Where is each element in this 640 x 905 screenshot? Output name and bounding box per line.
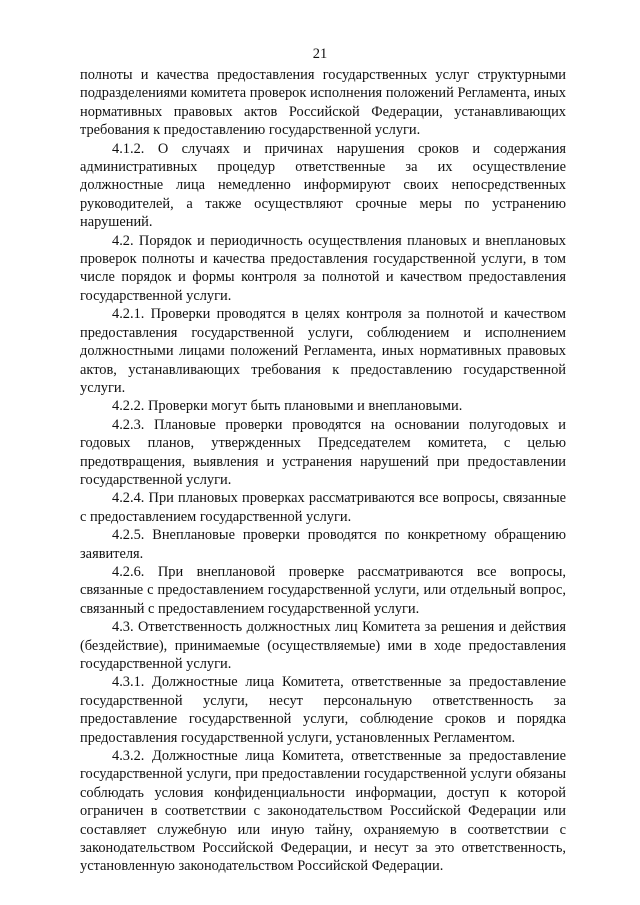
paragraph-4-2: 4.2. Порядок и периодичность осуществления плановых и внеплановых проверок полноты и качества предоставления государственной услуги, в том числе порядок и формы контроля за полнотой и качеством предоставления государственной услуги.	[80, 232, 566, 304]
paragraph-4-1-2: 4.1.2. О случаях и причинах нарушения сроков и содержания административных процедур ответственные за их осуществление должностные лица немедленно информируют своих непосредственных руководителей, а также осуществляют срочные меры по устранению нарушений.	[80, 140, 566, 231]
paragraph-4-2-5: 4.2.5. Внеплановые проверки проводятся по конкретному обращению заявителя.	[80, 527, 566, 562]
paragraph-4-2-4: 4.2.4. При плановых проверках рассматриваются все вопросы, связанные с предоставлением государственной услуги.	[80, 490, 566, 525]
paragraph-4-3-1: 4.3.1. Должностные лица Комитета, ответственные за предоставление государственной услуги, несут персональную ответственность за предоставление государственной услуги, соблюдение сроков и порядка предоставления государственной услуги, установленных Регламентом.	[80, 674, 566, 746]
document-body	[80, 66, 566, 876]
page-number: 21	[312, 46, 328, 62]
paragraph-4-2-3: 4.2.3. Плановые проверки проводятся на основании полугодовых и годовых планов, утвержденных Председателем комитета, с целью предотвращения, выявления и устранения нарушений при предоставлении государственной услуги.	[80, 416, 566, 488]
paragraph-continuation: полноты и качества предоставления государственных услуг структурными подразделениями комитета проверок исполнения положений Регламента, иных нормативных правовых актов Российской Федерации, устанавливающих требования к предоставлению государственной услуги.	[80, 67, 566, 139]
paragraph-4-2-6: 4.2.6. При внеплановой проверке рассматриваются все вопросы, связанные с предоставлением государственной услуги, или отдельный вопрос, связанный с предоставлением государственной услуги.	[80, 563, 566, 617]
paragraph-4-2-2: 4.2.2. Проверки могут быть плановыми и внеплановыми.	[112, 398, 463, 415]
paragraph-4-2-1: 4.2.1. Проверки проводятся в целях контроля за полнотой и качеством предоставления государственной услуги, соблюдением и исполнением должностными лицами положений Регламента, иных нормативных правовых актов, устанавливающих требования к предоставлению государственной услуги.	[80, 306, 566, 396]
paragraph-4-3: 4.3. Ответственность должностных лиц Комитета за решения и действия (бездействие), принимаемые (осуществляемые) ими в ходе предоставления государственной услуги.	[80, 619, 566, 672]
paragraph-4-3-2: 4.3.2. Должностные лица Комитета, ответственные за предоставление государственной услуги, при предоставлении государственной услуги обязаны соблюдать условия конфиденциальности информации, доступ к которой ограничен в соответствии с законодательством Российской Федерации или составляет служебную или иную тайну, охраняемую в соответствии с законодательством Российской Федерации, и несут за это ответственность, установленную законодательством Российской Федерации.	[80, 748, 566, 875]
